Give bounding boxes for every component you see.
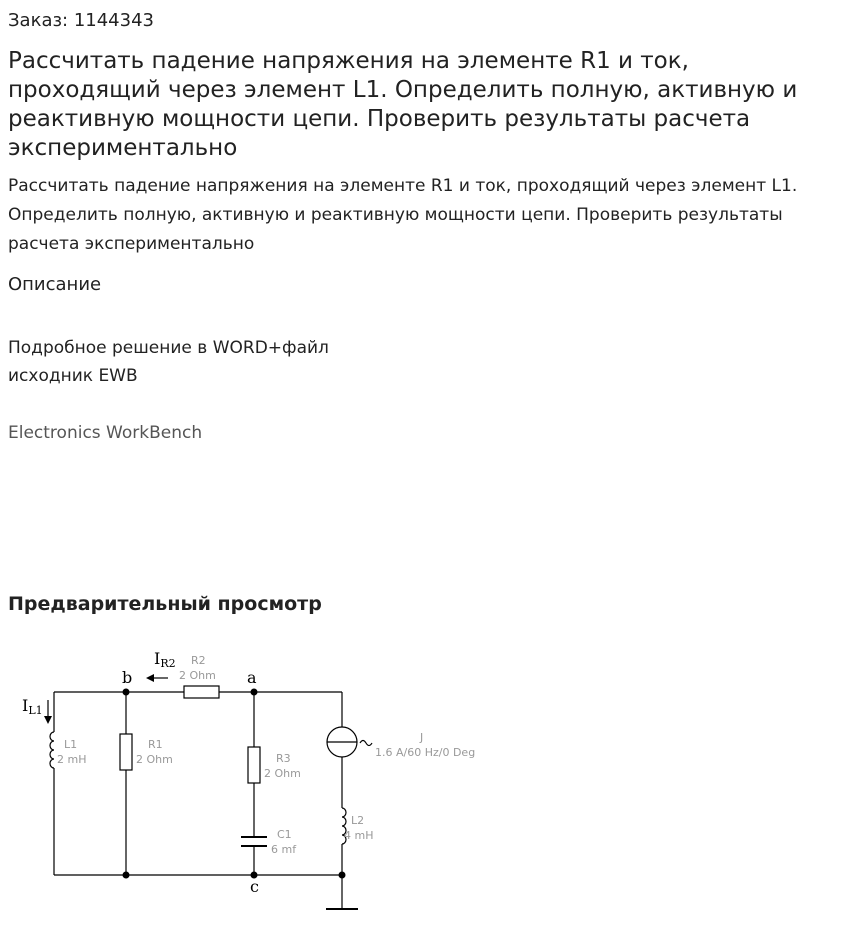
node-c-label: c <box>250 877 259 896</box>
description-line-2: исходник EWB <box>8 366 138 386</box>
node-b-label: b <box>122 668 133 687</box>
page-title: Рассчитать падение напряжения на элементе R1 и ток, проходящий через элемент L1. Определить полную, активную и реактивную мощности цепи. Проверить результаты расчета экспериментально <box>8 48 798 161</box>
r2-value: 2 Ohm <box>179 669 216 682</box>
c1-value: 6 mf <box>271 843 297 856</box>
junction-b <box>123 689 130 696</box>
description-heading: Описание <box>8 274 102 295</box>
l2-name: L2 <box>351 814 365 827</box>
l1-name: L1 <box>64 738 78 751</box>
junction-bottom-right <box>339 872 346 879</box>
j-name: J <box>420 731 424 744</box>
electronics-workbench-link[interactable]: Electronics WorkBench <box>8 423 203 443</box>
l1-value: 2 mH <box>57 753 87 766</box>
inductor-l1 <box>50 732 54 768</box>
junction-a <box>251 689 258 696</box>
r3-value: 2 Ohm <box>264 767 301 780</box>
r1-value: 2 Ohm <box>136 753 173 766</box>
current-l1-arrowhead <box>44 716 52 724</box>
r2-name: R2 <box>191 654 206 667</box>
order-number: Заказ: 1144343 <box>8 10 154 31</box>
task-summary: Рассчитать падение напряжения на элементе R1 и ток, проходящий через элемент L1. Определить полную, активную и реактивную мощности цепи. Проверить результаты расчета экспериментально <box>8 176 798 254</box>
capacitor-c1 <box>241 837 267 846</box>
node-a-label: a <box>247 668 257 687</box>
circuit-schematic <box>0 640 480 920</box>
current-r2-arrowhead <box>146 674 154 682</box>
junction-bottom-r1 <box>123 872 130 879</box>
ac-tilde <box>360 741 372 746</box>
resistor-r2 <box>184 686 219 698</box>
resistor-r3 <box>248 747 260 783</box>
l2-value: 4 mH <box>344 829 374 842</box>
r1-name: R1 <box>148 738 163 751</box>
current-l1-label: IL1 <box>22 696 43 717</box>
resistor-r1 <box>120 734 132 770</box>
c1-name: C1 <box>277 828 292 841</box>
preview-heading: Предварительный просмотр <box>8 593 322 615</box>
j-value: 1.6 A/60 Hz/0 Deg <box>375 746 476 759</box>
description-line-1: Подробное решение в WORD+файл <box>8 338 329 358</box>
r3-name: R3 <box>276 752 291 765</box>
current-r2-label: IR2 <box>154 649 176 670</box>
